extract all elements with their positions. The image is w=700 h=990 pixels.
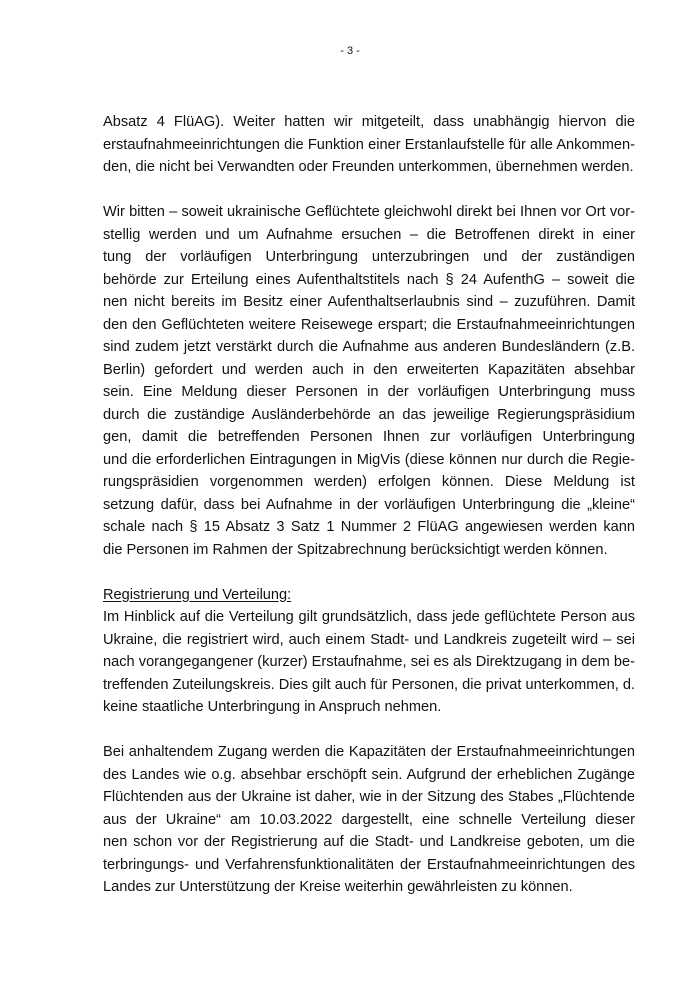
text-line: Landes zur Unterstützung der Kreise weiterhin gewährleisten zu können. — [103, 879, 573, 895]
text-line: nach vorangegangener (kurzer) Erstaufnahme, sei es als Direktzugang in dem be- — [103, 654, 635, 670]
text-line: den, die nicht bei Verwandten oder Freunden unterkommen, übernehmen werden. — [103, 159, 634, 175]
text-line: Wir bitten – soweit ukrainische Geflüchtete gleichwohl direkt bei Ihnen vor Ort vor- — [103, 204, 635, 220]
text-line: die Personen im Rahmen der Spitzabrechnung berücksichtigt werden können. — [103, 541, 608, 558]
text-line: stellig werden und um Aufnahme ersuchen – die Betroffenen direkt in einer — [103, 226, 635, 243]
text-line: und die erforderlichen Eintragungen in MigVis (diese können nur durch die Regie- — [103, 451, 635, 468]
text-line: treffenden Zuteilungskreis. Dies gilt auch für Personen, die privat unterkommen, d. — [103, 676, 635, 693]
text-line: rungspräsidien vorgenommen werden) erfolgen können. Diese Meldung ist — [103, 474, 635, 490]
text-line: aus der Ukraine“ am 10.03.2022 dargestellt, eine schnelle Verteilung dieser — [103, 811, 635, 828]
document-body — [103, 111, 635, 899]
text-line: Absatz 4 FlüAG). Weiter hatten wir mitgeteilt, dass unabhängig hiervon die — [103, 114, 635, 130]
paragraph-capacity — [103, 741, 635, 899]
text-line: nen schon vor der Registrierung auf die Stadt- und Landkreise geboten, um die — [103, 834, 635, 850]
text-line: terbringungs- und Verfahrensfunktionalitäten der Erstaufnahmeeinrichtungen des — [103, 856, 635, 873]
text-line: setzung dafür, dass bei Aufnahme in der vorläufigen Unterbringung die „kleine“ — [103, 496, 635, 513]
text-line: Ukraine, die registriert wird, auch einem Stadt- und Landkreis zugeteilt wird – sei — [103, 631, 635, 648]
text-line: sein. Eine Meldung dieser Personen in der vorläufigen Unterbringung muss — [103, 384, 635, 400]
text-line: Bei anhaltendem Zugang werden die Kapazitäten der Erstaufnahmeeinrichtungen — [103, 744, 635, 760]
text-line: sind zudem jetzt verstärkt durch die Aufnahme aus anderen Bundesländern (z.B. — [103, 339, 635, 355]
text-line: erstaufnahmeeinrichtungen die Funktion einer Erstanlaufstelle für alle Ankommen- — [103, 136, 635, 153]
text-line: tung der vorläufigen Unterbringung unterzubringen und der zuständigen — [103, 249, 635, 265]
text-line: Flüchtenden aus der Ukraine ist daher, wie in der Sitzung des Stabes „Flüchtende — [103, 789, 635, 805]
text-line: Berlin) gefordert und werden auch in den erweiterten Kapazitäten absehbar — [103, 361, 635, 378]
text-line: des Landes wie o.g. absehbar erschöpft sein. Aufgrund der erheblichen Zugänge — [103, 766, 635, 783]
section-registration — [103, 584, 635, 719]
text-line: behörde zur Erteilung eines Aufenthaltstitels nach § 24 AufenthG – soweit die — [103, 271, 635, 288]
text-line: schale nach § 15 Absatz 3 Satz 1 Nummer 2 FlüAG angewiesen werden kann — [103, 519, 635, 535]
text-line: Im Hinblick auf die Verteilung gilt grundsätzlich, dass jede geflüchtete Person aus — [103, 609, 635, 625]
paragraph-continuation — [103, 111, 635, 179]
paragraph-request — [103, 201, 635, 561]
section-heading: Registrierung und Verteilung: — [103, 586, 292, 603]
text-line: nen nicht bereits im Besitz einer Aufenthaltserlaubnis sind – zuzuführen. Damit — [103, 294, 635, 310]
page-number: - 3 - — [340, 45, 360, 57]
text-line: den den Geflüchteten weitere Reisewege erspart; die Erstaufnahmeeinrichtungen — [103, 316, 635, 333]
text-line: keine staatliche Unterbringung in Anspruch nehmen. — [103, 699, 442, 715]
text-line: gen, damit die betreffenden Personen Ihnen zur vorläufigen Unterbringung — [103, 429, 635, 445]
text-line: durch die zuständige Ausländerbehörde an das jeweilige Regierungspräsidium — [103, 406, 635, 423]
